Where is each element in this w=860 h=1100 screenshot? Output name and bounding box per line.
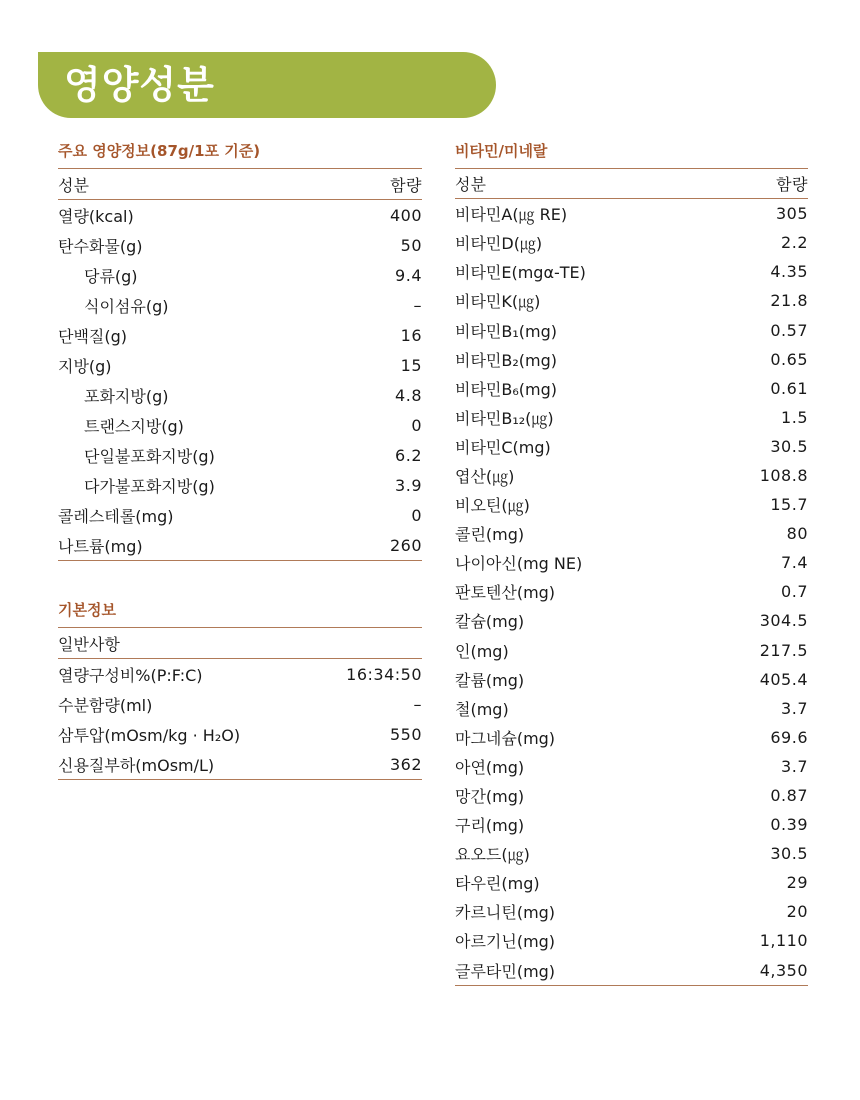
row-value: 108.8 bbox=[759, 465, 808, 485]
page-title: 영양성분 bbox=[64, 62, 215, 107]
row-name: 신용질부하(mOsm/L) bbox=[58, 755, 215, 775]
table-row bbox=[58, 749, 422, 780]
row-name: 타우린(mg) bbox=[455, 874, 540, 894]
row-name: 트랜스지방(g) bbox=[84, 416, 184, 436]
vitamins-minerals-title: 비타민/미네랄 bbox=[455, 142, 548, 160]
row-value: 0 bbox=[411, 415, 422, 435]
table-row bbox=[58, 200, 422, 231]
row-value: 16:34:50 bbox=[346, 664, 422, 684]
table-row bbox=[58, 689, 422, 719]
row-name: 당류(g) bbox=[84, 266, 138, 286]
row-value: 0.61 bbox=[770, 378, 808, 398]
row-name: 아르기닌(mg) bbox=[455, 932, 556, 952]
row-name: 수분함량(ml) bbox=[58, 695, 153, 715]
row-value: 550 bbox=[389, 724, 422, 744]
table-row bbox=[455, 752, 808, 781]
table-row bbox=[455, 345, 808, 374]
table-row bbox=[455, 868, 808, 897]
row-value: 405.4 bbox=[759, 669, 808, 689]
table-row bbox=[455, 374, 808, 403]
row-value: 30.5 bbox=[770, 436, 808, 456]
table-row bbox=[455, 897, 808, 926]
row-name: 구리(mg) bbox=[455, 816, 525, 836]
row-name: 식이섬유(g) bbox=[84, 296, 169, 316]
row-value: 2.2 bbox=[781, 233, 808, 253]
row-value: 305 bbox=[775, 204, 808, 224]
row-name: 아연(mg) bbox=[455, 757, 525, 777]
row-name: 콜레스테롤(mg) bbox=[58, 506, 174, 526]
row-value: 1.5 bbox=[781, 407, 808, 427]
title-banner bbox=[38, 52, 496, 118]
row-name: 콜린(mg) bbox=[455, 525, 525, 545]
table-row bbox=[455, 636, 808, 665]
table-row bbox=[455, 839, 808, 868]
row-value: 0.87 bbox=[770, 786, 808, 806]
row-name: 비타민K(㎍) bbox=[455, 292, 541, 312]
table-header-row bbox=[58, 628, 422, 659]
row-value: 0.7 bbox=[781, 582, 808, 602]
row-name: 비타민D(㎍) bbox=[455, 234, 543, 254]
table-row bbox=[58, 230, 422, 260]
table-row bbox=[58, 350, 422, 380]
row-value: 260 bbox=[389, 535, 422, 555]
table-row bbox=[455, 199, 808, 229]
header-amount: 함량 bbox=[713, 169, 808, 199]
row-name: 판토텐산(mg) bbox=[455, 583, 556, 603]
row-name: 비타민A(㎍ RE) bbox=[455, 205, 568, 225]
row-value: 3.7 bbox=[781, 698, 808, 718]
row-value: 15 bbox=[400, 355, 422, 375]
table-row bbox=[455, 257, 808, 286]
row-value: 16 bbox=[400, 325, 422, 345]
row-value: 69.6 bbox=[770, 727, 808, 747]
row-name: 망간(mg) bbox=[455, 787, 525, 807]
row-value: 20 bbox=[786, 902, 808, 922]
row-name: 비타민C(mg) bbox=[455, 437, 551, 457]
row-name: 나이아신(mg NE) bbox=[455, 554, 583, 574]
row-name: 지방(g) bbox=[58, 356, 112, 376]
table-row bbox=[455, 403, 808, 432]
row-name: 칼슘(mg) bbox=[455, 612, 525, 632]
row-name: 단일불포화지방(g) bbox=[84, 446, 215, 466]
row-value: 0 bbox=[411, 505, 422, 525]
row-name: 인(mg) bbox=[455, 641, 509, 661]
row-value: 0.39 bbox=[770, 815, 808, 835]
row-value: 3.9 bbox=[395, 475, 422, 495]
row-name: 열량구성비%(P:F:C) bbox=[58, 665, 203, 685]
row-value: 0.65 bbox=[770, 349, 808, 369]
table-row bbox=[455, 228, 808, 257]
table-row bbox=[455, 432, 808, 461]
table-row bbox=[455, 461, 808, 490]
table-row bbox=[455, 810, 808, 839]
header-name: 성분 bbox=[455, 169, 713, 199]
header-general: 일반사항 bbox=[58, 628, 422, 659]
row-value: – bbox=[413, 295, 422, 315]
table-row bbox=[455, 315, 808, 344]
table-row bbox=[58, 659, 422, 690]
row-value: 4,350 bbox=[759, 960, 808, 980]
row-value: 7.4 bbox=[781, 553, 808, 573]
row-name: 비타민E(mgα-TE) bbox=[455, 263, 586, 283]
basic-info-title: 기본정보 bbox=[58, 601, 116, 619]
table-row bbox=[58, 500, 422, 530]
main-nutrition-title: 주요 영양정보(87g/1포 기준) bbox=[58, 142, 261, 160]
row-value: 6.2 bbox=[395, 445, 422, 465]
row-name: 철(mg) bbox=[455, 699, 509, 719]
row-name: 나트륨(mg) bbox=[58, 536, 143, 556]
row-name: 비타민B₁(mg) bbox=[455, 321, 557, 341]
row-value: 1,110 bbox=[759, 931, 808, 951]
row-name: 포화지방(g) bbox=[84, 386, 169, 406]
table-row bbox=[455, 286, 808, 315]
row-name: 비타민B₂(mg) bbox=[455, 350, 557, 370]
row-value: 30.5 bbox=[770, 844, 808, 864]
table-row bbox=[455, 490, 808, 519]
table-row bbox=[58, 380, 422, 410]
table-row bbox=[58, 410, 422, 440]
table-row bbox=[455, 694, 808, 723]
table-row bbox=[58, 470, 422, 500]
table-row bbox=[455, 781, 808, 810]
table-row bbox=[455, 665, 808, 694]
table-row bbox=[58, 719, 422, 749]
table-row bbox=[455, 519, 808, 548]
table-row bbox=[455, 577, 808, 606]
row-value: 3.7 bbox=[781, 756, 808, 776]
row-name: 비타민B₆(mg) bbox=[455, 379, 557, 399]
row-value: 29 bbox=[786, 873, 808, 893]
table-row bbox=[455, 926, 808, 955]
header-amount: 함량 bbox=[360, 169, 422, 200]
row-name: 요오드(㎍) bbox=[455, 845, 530, 865]
header-name: 성분 bbox=[58, 169, 360, 200]
row-name: 열량(kcal) bbox=[58, 206, 134, 226]
row-name: 다가불포화지방(g) bbox=[84, 476, 215, 496]
row-name: 삼투압(mOsm/kg · H₂O) bbox=[58, 725, 241, 745]
row-value: 4.35 bbox=[770, 262, 808, 282]
row-name: 비타민B₁₂(㎍) bbox=[455, 408, 554, 428]
row-value: 80 bbox=[786, 524, 808, 544]
table-row bbox=[455, 956, 808, 986]
row-value: 15.7 bbox=[770, 495, 808, 515]
row-value: 400 bbox=[389, 205, 422, 225]
row-name: 마그네슘(mg) bbox=[455, 728, 556, 748]
table-row bbox=[455, 606, 808, 635]
row-name: 단백질(g) bbox=[58, 326, 128, 346]
row-name: 비오틴(㎍) bbox=[455, 496, 530, 516]
row-value: – bbox=[413, 694, 422, 714]
row-value: 21.8 bbox=[770, 291, 808, 311]
basic-info-table bbox=[58, 627, 422, 780]
table-row bbox=[58, 530, 422, 561]
row-value: 50 bbox=[400, 235, 422, 255]
left-column bbox=[58, 140, 422, 780]
row-value: 4.8 bbox=[395, 385, 422, 405]
table-row bbox=[455, 723, 808, 752]
vitamins-minerals-table bbox=[455, 168, 808, 986]
row-value: 304.5 bbox=[759, 611, 808, 631]
table-row bbox=[455, 548, 808, 577]
row-value: 362 bbox=[389, 754, 422, 774]
row-name: 카르니틴(mg) bbox=[455, 903, 556, 923]
table-row bbox=[58, 440, 422, 470]
row-value: 0.57 bbox=[770, 320, 808, 340]
table-row bbox=[58, 320, 422, 350]
row-name: 탄수화물(g) bbox=[58, 236, 143, 256]
row-name: 엽산(㎍) bbox=[455, 466, 515, 486]
table-header-row bbox=[58, 169, 422, 200]
row-value: 9.4 bbox=[395, 265, 422, 285]
main-nutrition-table bbox=[58, 168, 422, 561]
table-row bbox=[58, 260, 422, 290]
table-header-row bbox=[455, 169, 808, 199]
table-row bbox=[58, 290, 422, 320]
right-column bbox=[455, 140, 808, 986]
row-value: 217.5 bbox=[759, 640, 808, 660]
row-name: 글루타민(mg) bbox=[455, 961, 556, 981]
row-name: 칼륨(mg) bbox=[455, 670, 525, 690]
